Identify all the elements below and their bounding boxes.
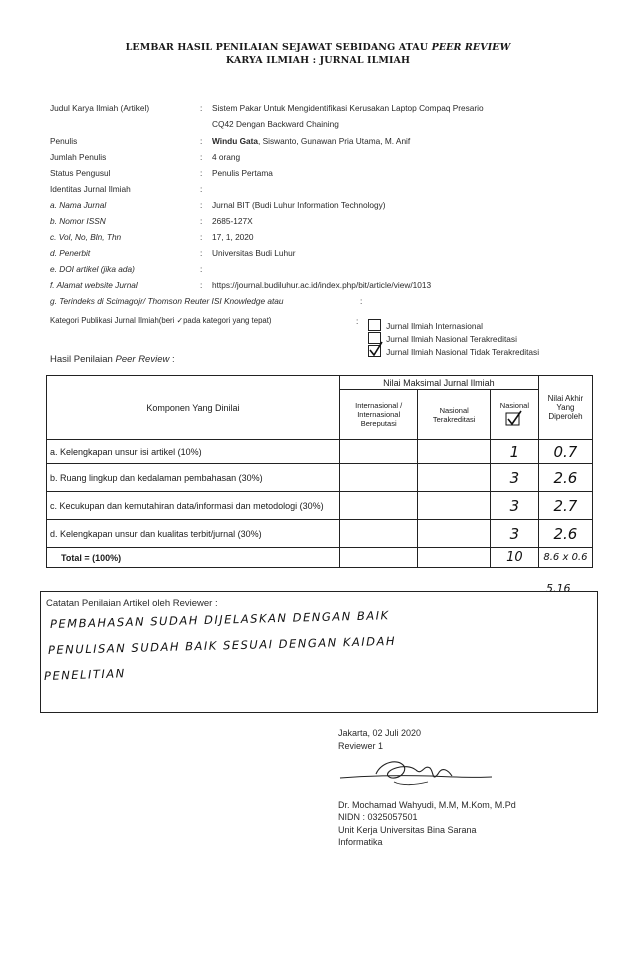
total-label: Total = (100%) <box>47 548 340 568</box>
col-internasional-label: Internasional / Internasional Bereputasi <box>355 401 403 428</box>
row-akhir: 0.7 <box>538 440 592 464</box>
total-terakreditasi <box>418 548 490 568</box>
colon: : <box>200 152 203 162</box>
row-terakreditasi <box>418 464 490 492</box>
table-row <box>47 464 593 492</box>
judul-value-1: Sistem Pakar Untuk Mengidentifikasi Kerusakan Laptop Compaq Presario <box>212 103 484 113</box>
colon: : <box>200 216 203 226</box>
row-akhir: 2.6 <box>538 520 592 548</box>
table-row <box>47 492 593 520</box>
issn-value: 2685-127X <box>212 216 253 226</box>
vol-value: 17, 1, 2020 <box>212 232 254 242</box>
option-label: Jurnal Ilmiah Nasional Tidak Terakreditasi <box>386 347 540 357</box>
colon: : <box>356 316 359 326</box>
penulis-first: Windu Gata <box>212 136 259 146</box>
checkmark-icon <box>368 341 384 357</box>
row-terakreditasi <box>418 520 490 548</box>
penerbit-value: Universitas Budi Luhur <box>212 248 296 258</box>
terindeks-label: g. Terindeks di Scimagojr/ Thomson Reuter ISI Knowledge atau <box>50 296 284 306</box>
option-label: Jurnal Ilmiah Internasional <box>386 321 483 331</box>
row-komponen: d. Kelengkapan unsur dan kualitas terbit/jurnal (30%) <box>47 520 340 548</box>
col-nasional-terakreditasi: Nasional Terakreditasi <box>418 390 490 440</box>
total-result: 5.16 <box>546 582 571 595</box>
website-value: https://journal.budiluhur.ac.id/index.php/bit/article/view/1013 <box>212 280 432 290</box>
hasil-suffix: : <box>171 354 175 365</box>
row-internasional <box>339 440 418 464</box>
row-max: 1 <box>490 440 538 464</box>
row-internasional <box>339 464 418 492</box>
status-label: Status Pengusul <box>50 168 111 178</box>
komponen-header: Komponen Yang Dinilai <box>47 376 340 440</box>
website-label: f. Alamat website Jurnal <box>50 280 138 290</box>
kategori-option-3[interactable] <box>368 340 539 359</box>
kategori-label: Kategori Publikasi Jurnal Ilmiah(beri ✓pada kategori yang tepat) <box>50 316 272 325</box>
colon: : <box>200 136 203 146</box>
reviewer-nidn: NIDN : 0325057501 <box>338 812 418 822</box>
colon: : <box>200 248 203 258</box>
identitas-label: Identitas Jurnal Ilmiah <box>50 184 131 194</box>
table-row <box>47 520 593 548</box>
catatan-label: Catatan Penilaian Artikel oleh Reviewer : <box>46 598 218 609</box>
hasil-label <box>50 354 175 365</box>
vol-label: c. Vol, No, Bln, Thn <box>50 232 122 242</box>
doi-label: e. DOI artikel (jika ada) <box>50 264 135 274</box>
row-komponen: c. Kecukupan dan kemutahiran data/informasi dan metodologi (30%) <box>47 492 340 520</box>
jumlah-value: 4 orang <box>212 152 241 162</box>
nilai-akhir-header: Nilai Akhir Yang Diperoleh <box>538 376 592 440</box>
row-komponen: b. Ruang lingkup dan kedalaman pembahasan (30%) <box>47 464 340 492</box>
page-subtitle: KARYA ILMIAH : JURNAL ILMIAH <box>225 55 411 66</box>
status-value: Penulis Pertama <box>212 168 273 178</box>
total-internasional <box>339 548 418 568</box>
reviewer-unit-2: Informatika <box>338 837 383 847</box>
jumlah-label: Jumlah Penulis <box>50 152 107 162</box>
penulis-label: Penulis <box>50 136 78 146</box>
catatan-line-2: PENULISAN SUDAH BAIK SESUAI DENGAN KAIDAH <box>47 633 397 657</box>
row-max: 3 <box>490 520 538 548</box>
colon: : <box>200 200 203 210</box>
issn-label: b. Nomor ISSN <box>50 216 106 226</box>
reviewer-name: Dr. Mochamad Wahyudi, M.M, M.Kom, M.Pd <box>338 800 516 810</box>
reviewer-label: Reviewer 1 <box>338 741 384 751</box>
catatan-line-1: PEMBAHASAN SUDAH DIJELASKAN DENGAN BAIK <box>49 608 390 631</box>
table-row <box>47 440 593 464</box>
colon: : <box>360 296 363 306</box>
judul-label: Judul Karya Ilmiah (Artikel) <box>50 103 150 113</box>
row-akhir: 2.7 <box>538 492 592 520</box>
colon: : <box>200 264 203 274</box>
total-max: 10 <box>490 548 538 568</box>
reviewer-unit-1: Unit Kerja Universitas Bina Sarana <box>338 825 477 835</box>
penulis-others: , Siswanto, Gunawan Pria Utama, M. Anif <box>258 136 411 146</box>
signature-icon <box>336 752 496 794</box>
row-terakreditasi <box>418 440 490 464</box>
colon: : <box>200 168 203 178</box>
place-date: Jakarta, 02 Juli 2020 <box>338 728 422 738</box>
colon: : <box>200 232 203 242</box>
hasil-peer-review: Peer Review <box>115 354 170 365</box>
judul-value-2: CQ42 Dengan Backward Chaining <box>212 119 339 129</box>
catatan-line-3: PENELITIAN <box>43 666 126 683</box>
row-komponen: a. Kelengkapan unsur isi artikel (10%) <box>47 440 340 464</box>
total-row <box>47 548 593 568</box>
checked-box-icon <box>505 410 523 426</box>
col-internasional <box>339 390 418 440</box>
row-max: 3 <box>490 492 538 520</box>
hasil-prefix: Hasil Penilaian <box>50 354 113 365</box>
nama-jurnal-label: a. Nama Jurnal <box>50 200 107 210</box>
col-nasional-label: Nasional <box>499 401 529 410</box>
nilai-table <box>46 375 593 568</box>
title-text: LEMBAR HASIL PENILAIAN SEJAWAT SEBIDANG ATAU <box>125 42 429 53</box>
row-internasional <box>339 492 418 520</box>
colon: : <box>200 103 203 113</box>
title-peer-review: PEER REVIEW <box>431 42 511 53</box>
row-max: 3 <box>490 464 538 492</box>
nama-jurnal-value: Jurnal BIT (Budi Luhur Information Technology) <box>212 200 386 210</box>
row-internasional <box>339 520 418 548</box>
total-akhir: 8.6 x 0.6 <box>538 548 592 568</box>
checkbox-checked[interactable] <box>368 345 381 357</box>
page-title <box>0 42 636 53</box>
colon: : <box>200 184 203 194</box>
colon: : <box>200 280 203 290</box>
nilai-max-header: Nilai Maksimal Jurnal Ilmiah <box>339 376 538 390</box>
option-label: Jurnal Ilmiah Nasional Terakreditasi <box>386 334 517 344</box>
penerbit-label: d. Penerbit <box>50 248 91 258</box>
penulis-value <box>212 136 410 146</box>
row-terakreditasi <box>418 492 490 520</box>
col-nasional <box>490 390 538 440</box>
row-akhir: 2.6 <box>538 464 592 492</box>
